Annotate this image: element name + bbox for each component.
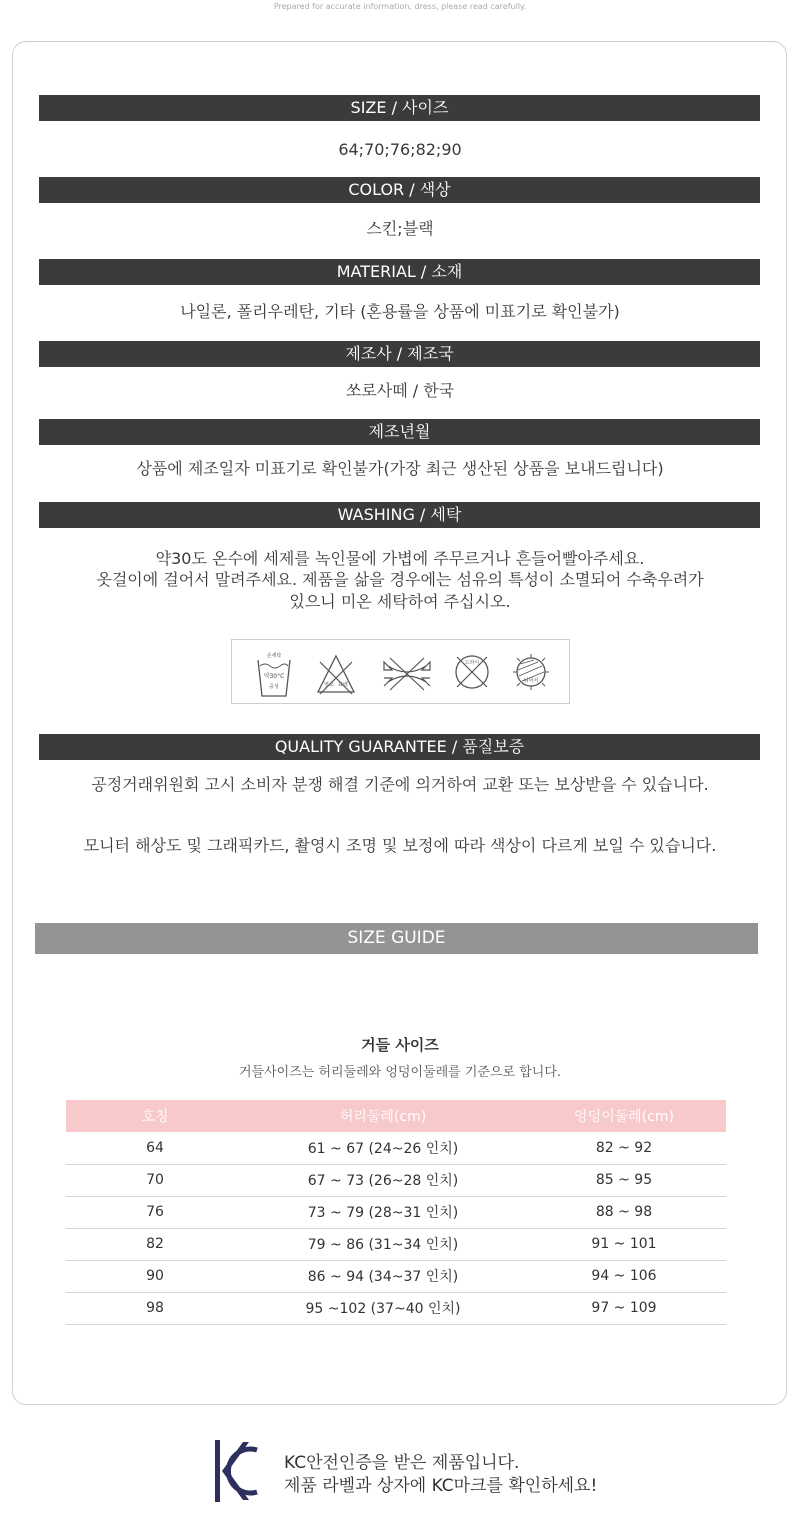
washing-line-3: 있으니 미온 세탁하여 주십시오. (289, 592, 511, 611)
column-header-hip: 엉덩이둘레(cm) (522, 1100, 726, 1132)
dry-flat-label: 뉘어서 (523, 678, 539, 684)
date-header: 제조년월 (39, 419, 760, 445)
kc-line-1: KC안전인증을 받은 제품입니다. (284, 1453, 520, 1473)
cell-waist: 95 ~102 (37~40 인치) (244, 1292, 522, 1324)
cell-hip: 82 ~ 92 (522, 1132, 726, 1164)
table-header-row (66, 1100, 726, 1132)
cell-size: 64 (66, 1132, 244, 1164)
column-header-waist: 허리둘레(cm) (244, 1100, 522, 1132)
dry-clean-label: 드라이 (464, 660, 480, 666)
table-row (66, 1196, 726, 1228)
kc-line-2: 제품 라벨과 상자에 KC마크를 확인하세요! (284, 1476, 598, 1496)
bleach-left-label: 염소 (324, 682, 334, 688)
quality-line-1: 공정거래위원회 고시 소비자 분쟁 해결 기준에 의거하여 교환 또는 보상받을 수 있습니다. (91, 775, 709, 794)
hand-wash-icon (254, 648, 294, 698)
table-row (66, 1292, 726, 1324)
color-header: COLOR / 색상 (39, 177, 760, 203)
cell-size: 70 (66, 1164, 244, 1196)
no-dry-clean-icon (452, 648, 492, 698)
top-note: Prepared for accurate information, dress, please read carefully. (273, 2, 527, 11)
size-table (66, 1100, 726, 1325)
quality-line-2: 모니터 해상도 및 그래픽카드, 촬영시 조명 및 보정에 따라 색상이 다르게 보일 수 있습니다. (83, 836, 717, 855)
cell-waist: 67 ~ 73 (26~28 인치) (244, 1164, 522, 1196)
material-value: 나일론, 폴리우레탄, 기타 (혼용률을 상품에 미표기로 확인불가) (180, 302, 620, 321)
material-header: MATERIAL / 소재 (39, 259, 760, 285)
washing-line-1: 약30도 온수에 세제를 녹인물에 가볍에 주무르거나 흔들어빨아주세요. (155, 549, 645, 568)
cell-size: 98 (66, 1292, 244, 1324)
cell-hip: 97 ~ 109 (522, 1292, 726, 1324)
size-guide-title: 거들 사이즈 (361, 1036, 439, 1054)
table-row (66, 1132, 726, 1164)
dry-flat-icon (510, 648, 552, 698)
size-guide-header: SIZE GUIDE (35, 923, 758, 954)
washing-header: WASHING / 세탁 (39, 502, 760, 528)
cell-size: 90 (66, 1260, 244, 1292)
column-header-size: 호칭 (66, 1100, 244, 1132)
hand-wash-bottom-label: 중성 (269, 684, 279, 690)
cell-hip: 85 ~ 95 (522, 1164, 726, 1196)
cell-hip: 88 ~ 98 (522, 1196, 726, 1228)
table-row (66, 1228, 726, 1260)
cell-hip: 94 ~ 106 (522, 1260, 726, 1292)
cell-waist: 73 ~ 79 (28~31 인치) (244, 1196, 522, 1228)
table-row (66, 1164, 726, 1196)
size-value: 64;70;76;82;90 (338, 140, 462, 159)
hand-wash-top-label: 손세탁 (266, 653, 282, 659)
quality-header: QUALITY GUARANTEE / 품질보증 (39, 734, 760, 760)
cell-waist: 61 ~ 67 (24~26 인치) (244, 1132, 522, 1164)
maker-value: 쏘로사떼 / 한국 (345, 381, 455, 400)
washing-line-2: 옷걸이에 걸어서 말려주세요. 제품을 삶을 경우에는 섬유의 특성이 소멸되어 수축우려가 (96, 570, 704, 589)
kc-notice (284, 1452, 597, 1498)
no-bleach-icon (314, 648, 358, 698)
cell-waist: 86 ~ 94 (34~37 인치) (244, 1260, 522, 1292)
date-value: 상품에 제조일자 미표기로 확인불가(가장 최근 생산된 상품을 보내드립니다) (136, 459, 664, 478)
size-guide-subtitle: 거들사이즈는 허리둘레와 엉덩이둘레를 기준으로 합니다. (238, 1065, 562, 1080)
size-header: SIZE / 사이즈 (39, 95, 760, 121)
care-symbols (231, 639, 570, 704)
no-wring-icon (380, 648, 434, 698)
cell-size: 76 (66, 1196, 244, 1228)
kc-mark-icon (213, 1438, 259, 1504)
maker-header: 제조사 / 제조국 (39, 341, 760, 367)
cell-size: 82 (66, 1228, 244, 1260)
color-value: 스킨;블랙 (366, 219, 434, 238)
cell-waist: 79 ~ 86 (31~34 인치) (244, 1228, 522, 1260)
cell-hip: 91 ~ 101 (522, 1228, 726, 1260)
table-row (66, 1260, 726, 1292)
hand-wash-temp-label: 약30°C (263, 673, 285, 680)
bleach-right-label: 표백 (338, 682, 348, 688)
